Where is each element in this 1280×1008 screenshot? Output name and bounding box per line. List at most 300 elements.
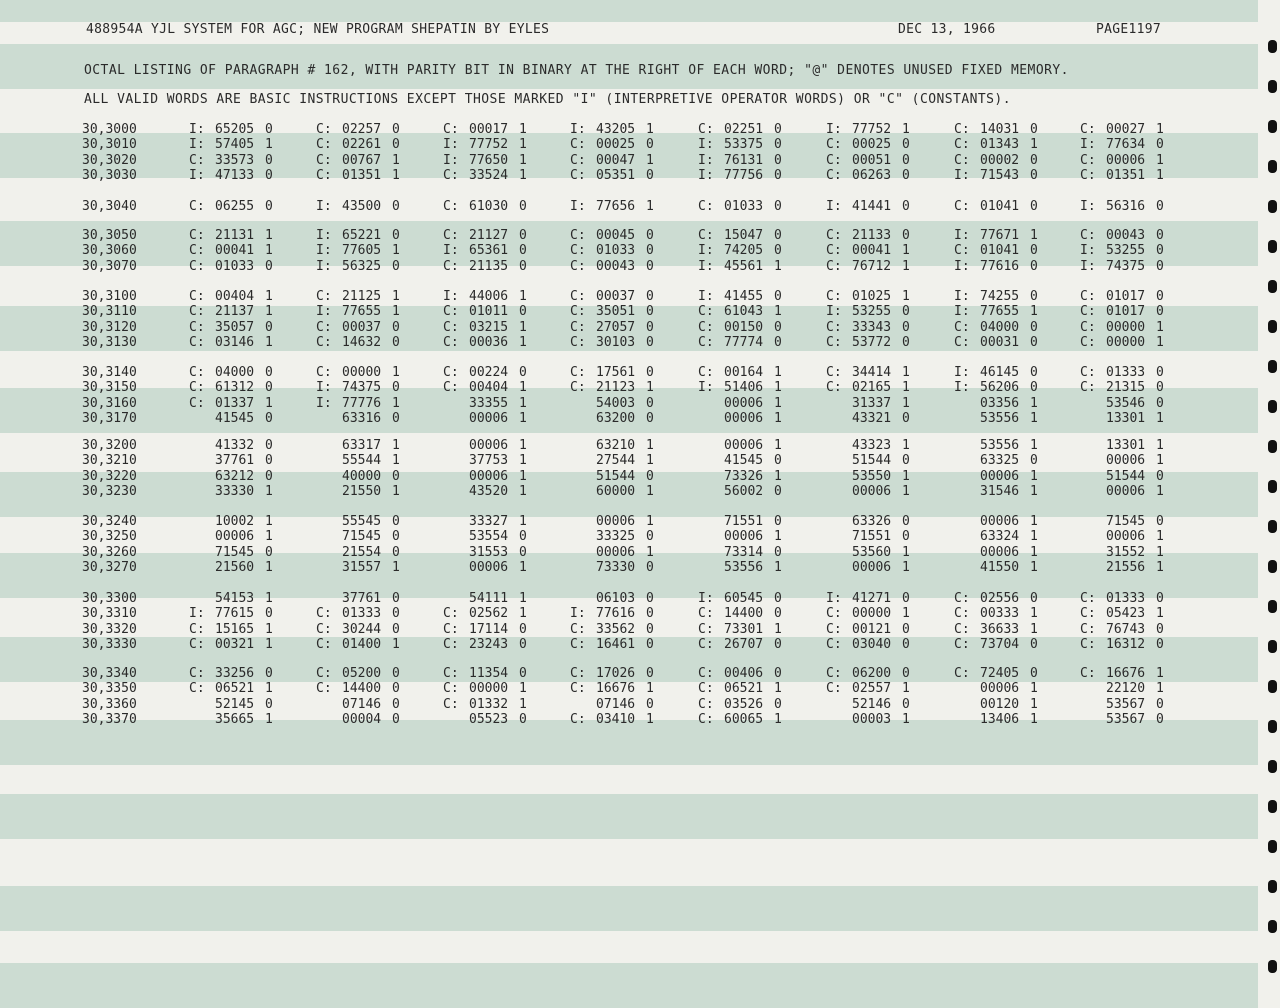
word-cell xyxy=(826,411,914,426)
word-value: 01025 xyxy=(852,289,892,304)
word-value: 71545 xyxy=(1106,514,1146,529)
parity-bit: 1 xyxy=(392,395,400,411)
listing-group xyxy=(82,289,1182,350)
word-cell xyxy=(316,514,404,529)
parity-bit: 1 xyxy=(774,711,782,727)
word-type: C: xyxy=(826,137,842,153)
feed-hole xyxy=(1268,800,1277,813)
word-value: 54153 xyxy=(215,591,255,606)
word-cell xyxy=(316,380,404,395)
word-cell xyxy=(316,199,404,214)
word-value: 51544 xyxy=(596,468,636,484)
word-cell xyxy=(570,228,658,243)
word-cell xyxy=(189,591,277,606)
parity-bit: 1 xyxy=(392,152,400,168)
word-cell xyxy=(316,168,404,183)
word-value: 00006 xyxy=(596,514,636,529)
parity-bit: 1 xyxy=(1156,681,1164,697)
parity-bit: 0 xyxy=(1030,319,1038,335)
word-cell xyxy=(954,622,1042,637)
word-cell xyxy=(698,591,786,606)
word-value: 01351 xyxy=(1106,167,1146,183)
word-value: 71545 xyxy=(215,544,255,560)
parity-bit: 0 xyxy=(774,243,782,259)
parity-bit: 0 xyxy=(265,544,273,560)
parity-bit: 1 xyxy=(265,681,273,697)
word-type: I: xyxy=(1080,243,1096,259)
word-cell xyxy=(698,228,786,243)
word-value: 45561 xyxy=(724,258,764,274)
parity-bit: 1 xyxy=(519,438,527,453)
word-cell xyxy=(698,259,786,274)
word-type: C: xyxy=(443,380,459,396)
word-cell xyxy=(316,666,404,681)
word-value: 74255 xyxy=(980,289,1020,304)
parity-bit: 0 xyxy=(902,696,910,712)
word-value: 00006 xyxy=(980,544,1020,560)
word-value: 53546 xyxy=(1106,395,1146,411)
word-cell xyxy=(698,438,786,453)
word-cell xyxy=(570,529,658,544)
word-value: 15047 xyxy=(724,228,764,243)
parity-bit: 1 xyxy=(646,681,654,697)
word-value: 31557 xyxy=(342,559,382,575)
word-type: C: xyxy=(698,122,714,137)
word-value: 71545 xyxy=(342,529,382,545)
word-value: 27057 xyxy=(596,319,636,335)
word-type: C: xyxy=(698,319,714,335)
word-cell xyxy=(954,606,1042,621)
listing-row xyxy=(82,591,1182,606)
word-value: 06255 xyxy=(215,199,255,214)
word-value: 71551 xyxy=(724,514,764,529)
parity-bit: 0 xyxy=(1156,199,1164,214)
word-cell xyxy=(826,560,914,575)
word-cell xyxy=(698,545,786,560)
word-value: 43205 xyxy=(596,122,636,137)
parity-bit: 0 xyxy=(392,544,400,560)
parity-bit: 1 xyxy=(1156,453,1164,469)
word-cell xyxy=(826,484,914,499)
word-value: 21556 xyxy=(1106,559,1146,575)
parity-bit: 0 xyxy=(1156,636,1164,652)
word-cell xyxy=(1080,469,1168,484)
parity-bit: 0 xyxy=(265,410,273,426)
parity-bit: 1 xyxy=(265,289,273,304)
word-value: 05200 xyxy=(342,666,382,681)
parity-bit: 1 xyxy=(519,468,527,484)
word-type: I: xyxy=(189,167,205,183)
word-value: 53567 xyxy=(1106,711,1146,727)
parity-bit: 1 xyxy=(392,167,400,183)
word-cell xyxy=(954,681,1042,696)
parity-bit: 1 xyxy=(1030,711,1038,727)
word-value: 07146 xyxy=(596,696,636,712)
word-type: C: xyxy=(189,258,205,274)
parity-bit: 0 xyxy=(1156,365,1164,380)
word-cell xyxy=(189,365,277,380)
word-cell xyxy=(826,469,914,484)
word-value: 52146 xyxy=(852,696,892,712)
parity-bit: 0 xyxy=(265,365,273,380)
word-value: 77605 xyxy=(342,243,382,259)
parity-bit: 0 xyxy=(902,199,910,214)
word-value: 21315 xyxy=(1106,380,1146,396)
word-cell xyxy=(316,529,404,544)
parity-bit: 0 xyxy=(646,591,654,606)
parity-bit: 0 xyxy=(392,591,400,606)
word-type: C: xyxy=(826,228,842,243)
word-cell xyxy=(189,122,277,137)
word-type: C: xyxy=(1080,636,1096,652)
word-value: 63326 xyxy=(852,514,892,529)
word-value: 41271 xyxy=(852,591,892,606)
word-value: 01033 xyxy=(724,199,764,214)
parity-bit: 1 xyxy=(1030,544,1038,560)
listing-row xyxy=(82,153,1182,168)
word-value: 00006 xyxy=(980,681,1020,697)
row-address: 30,3120 xyxy=(82,319,137,335)
word-cell xyxy=(316,122,404,137)
parity-bit: 0 xyxy=(646,304,654,320)
parity-bit: 1 xyxy=(265,591,273,606)
word-cell xyxy=(570,153,658,168)
word-type: C: xyxy=(698,304,714,320)
word-value: 13406 xyxy=(980,711,1020,727)
parity-bit: 0 xyxy=(1030,453,1038,469)
parity-bit: 0 xyxy=(1030,122,1038,137)
parity-bit: 1 xyxy=(265,395,273,411)
word-cell xyxy=(189,380,277,395)
word-cell xyxy=(954,396,1042,411)
word-type: C: xyxy=(698,199,714,214)
parity-bit: 0 xyxy=(519,666,527,681)
word-type: C: xyxy=(189,289,205,304)
parity-bit: 0 xyxy=(1030,243,1038,259)
word-value: 11354 xyxy=(469,666,509,681)
listing-row xyxy=(82,438,1182,453)
word-cell xyxy=(698,168,786,183)
word-cell xyxy=(443,243,531,258)
parity-bit: 0 xyxy=(519,228,527,243)
parity-bit: 0 xyxy=(1030,199,1038,214)
listing-row xyxy=(82,712,1182,727)
word-type: I: xyxy=(954,228,970,243)
word-cell xyxy=(826,545,914,560)
word-cell xyxy=(954,453,1042,468)
word-value: 00006 xyxy=(852,483,892,499)
word-cell xyxy=(698,469,786,484)
word-cell xyxy=(570,606,658,621)
word-value: 00006 xyxy=(1106,483,1146,499)
listing-group xyxy=(82,365,1182,426)
word-cell xyxy=(316,228,404,243)
word-value: 44006 xyxy=(469,289,509,304)
word-type: C: xyxy=(316,636,332,652)
parity-bit: 0 xyxy=(902,410,910,426)
word-type: C: xyxy=(954,319,970,335)
word-value: 00006 xyxy=(852,559,892,575)
feed-hole xyxy=(1268,720,1277,733)
parity-bit: 1 xyxy=(774,365,782,380)
parity-bit: 0 xyxy=(902,167,910,183)
parity-bit: 0 xyxy=(519,636,527,652)
parity-bit: 1 xyxy=(519,606,527,622)
word-type: C: xyxy=(443,199,459,214)
word-type: C: xyxy=(189,243,205,259)
row-address: 30,3160 xyxy=(82,395,137,411)
word-type: I: xyxy=(443,137,459,153)
parity-bit: 0 xyxy=(902,636,910,652)
word-value: 05351 xyxy=(596,167,636,183)
row-address: 30,3320 xyxy=(82,621,137,637)
word-cell xyxy=(316,335,404,350)
parity-bit: 0 xyxy=(902,529,910,545)
parity-bit: 0 xyxy=(265,438,273,453)
word-cell xyxy=(826,199,914,214)
parity-bit: 1 xyxy=(1156,483,1164,499)
word-cell xyxy=(954,153,1042,168)
word-value: 03356 xyxy=(980,395,1020,411)
parity-bit: 1 xyxy=(392,483,400,499)
word-cell xyxy=(189,438,277,453)
parity-bit: 1 xyxy=(519,122,527,137)
word-value: 51406 xyxy=(724,380,764,396)
parity-bit: 0 xyxy=(646,468,654,484)
word-value: 00333 xyxy=(980,606,1020,622)
word-cell xyxy=(826,712,914,727)
word-type: I: xyxy=(1080,137,1096,153)
page-header xyxy=(86,22,1176,42)
word-type: C: xyxy=(189,365,205,380)
parity-bit: 0 xyxy=(392,711,400,727)
parity-bit: 1 xyxy=(646,152,654,168)
listing-row xyxy=(82,484,1182,499)
word-value: 21550 xyxy=(342,483,382,499)
parity-bit: 0 xyxy=(1156,395,1164,411)
word-cell xyxy=(570,335,658,350)
row-address: 30,3240 xyxy=(82,514,137,529)
word-value: 77776 xyxy=(342,395,382,411)
word-value: 60545 xyxy=(724,591,764,606)
word-type: C: xyxy=(1080,122,1096,137)
word-cell xyxy=(1080,320,1168,335)
word-cell xyxy=(954,289,1042,304)
feed-hole xyxy=(1268,680,1277,693)
parity-bit: 0 xyxy=(392,319,400,335)
word-cell xyxy=(1080,484,1168,499)
word-cell xyxy=(698,666,786,681)
word-value: 37753 xyxy=(469,453,509,469)
listing-row xyxy=(82,622,1182,637)
word-cell xyxy=(570,411,658,426)
parity-bit: 0 xyxy=(519,529,527,545)
word-cell xyxy=(826,396,914,411)
word-cell xyxy=(1080,122,1168,137)
row-address: 30,3110 xyxy=(82,304,137,320)
word-type: C: xyxy=(826,380,842,396)
word-type: I: xyxy=(443,289,459,304)
word-cell xyxy=(698,289,786,304)
row-address: 30,3000 xyxy=(82,122,137,137)
word-value: 77650 xyxy=(469,152,509,168)
feed-hole xyxy=(1268,920,1277,933)
word-cell xyxy=(954,438,1042,453)
word-cell xyxy=(570,396,658,411)
parity-bit: 0 xyxy=(646,410,654,426)
parity-bit: 1 xyxy=(1156,666,1164,681)
word-cell xyxy=(1080,259,1168,274)
word-value: 63210 xyxy=(596,438,636,453)
word-type: C: xyxy=(570,304,586,320)
word-value: 60000 xyxy=(596,483,636,499)
word-cell xyxy=(316,637,404,652)
listing-row xyxy=(82,560,1182,575)
word-cell xyxy=(189,697,277,712)
parity-bit: 1 xyxy=(1156,544,1164,560)
word-cell xyxy=(316,697,404,712)
parity-bit: 1 xyxy=(646,438,654,453)
word-cell xyxy=(189,289,277,304)
word-cell xyxy=(570,637,658,652)
word-cell xyxy=(189,168,277,183)
parity-bit: 1 xyxy=(392,289,400,304)
word-value: 00041 xyxy=(215,243,255,259)
word-cell xyxy=(316,484,404,499)
parity-bit: 0 xyxy=(1156,711,1164,727)
row-address: 30,3360 xyxy=(82,696,137,712)
tractor-feed-holes xyxy=(1258,0,1280,977)
parity-bit: 0 xyxy=(392,621,400,637)
word-cell xyxy=(570,380,658,395)
feed-hole xyxy=(1268,560,1277,573)
parity-bit: 1 xyxy=(519,380,527,396)
word-cell xyxy=(826,622,914,637)
word-type: C: xyxy=(443,258,459,274)
word-type: C: xyxy=(570,636,586,652)
word-value: 01033 xyxy=(596,243,636,259)
word-value: 02562 xyxy=(469,606,509,622)
word-value: 35051 xyxy=(596,304,636,320)
word-cell xyxy=(826,122,914,137)
parity-bit: 0 xyxy=(1030,666,1038,681)
parity-bit: 0 xyxy=(519,258,527,274)
parity-bit: 1 xyxy=(902,243,910,259)
word-type: I: xyxy=(443,243,459,259)
word-value: 00404 xyxy=(469,380,509,396)
word-type: I: xyxy=(316,304,332,320)
word-cell xyxy=(443,320,531,335)
word-cell xyxy=(570,199,658,214)
word-cell xyxy=(189,453,277,468)
word-value: 47133 xyxy=(215,167,255,183)
word-cell xyxy=(316,545,404,560)
parity-bit: 0 xyxy=(774,289,782,304)
word-type: I: xyxy=(570,199,586,214)
word-value: 36633 xyxy=(980,621,1020,637)
word-value: 53556 xyxy=(980,410,1020,426)
word-value: 33327 xyxy=(469,514,509,529)
word-value: 01337 xyxy=(215,395,255,411)
word-cell xyxy=(1080,199,1168,214)
word-cell xyxy=(443,606,531,621)
word-value: 76712 xyxy=(852,258,892,274)
word-value: 51544 xyxy=(852,453,892,469)
word-value: 01333 xyxy=(1106,365,1146,380)
parity-bit: 1 xyxy=(519,483,527,499)
word-cell xyxy=(443,560,531,575)
listing-date: DEC 13, 1966 xyxy=(898,22,996,37)
word-type: C: xyxy=(443,636,459,652)
parity-bit: 0 xyxy=(1030,380,1038,396)
word-cell xyxy=(954,514,1042,529)
word-cell xyxy=(189,622,277,637)
word-value: 53556 xyxy=(724,559,764,575)
word-value: 02557 xyxy=(852,681,892,697)
word-cell xyxy=(698,199,786,214)
word-cell xyxy=(443,396,531,411)
parity-bit: 1 xyxy=(902,606,910,622)
parity-bit: 0 xyxy=(519,199,527,214)
word-type: I: xyxy=(826,199,842,214)
feed-hole xyxy=(1268,880,1277,893)
parity-bit: 1 xyxy=(519,137,527,153)
feed-hole xyxy=(1268,160,1277,173)
word-cell xyxy=(1080,335,1168,350)
word-value: 00120 xyxy=(980,696,1020,712)
parity-bit: 0 xyxy=(646,559,654,575)
word-value: 03215 xyxy=(469,319,509,335)
word-value: 06103 xyxy=(596,591,636,606)
word-type: C: xyxy=(698,711,714,727)
word-cell xyxy=(443,469,531,484)
word-value: 33325 xyxy=(596,529,636,545)
word-type: C: xyxy=(698,365,714,380)
word-cell xyxy=(189,243,277,258)
word-value: 00004 xyxy=(342,711,382,727)
row-address: 30,3350 xyxy=(82,681,137,697)
parity-bit: 0 xyxy=(774,696,782,712)
word-value: 54111 xyxy=(469,591,509,606)
parity-bit: 0 xyxy=(1156,468,1164,484)
word-type: I: xyxy=(698,289,714,304)
word-type: C: xyxy=(316,621,332,637)
word-type: C: xyxy=(826,365,842,380)
word-value: 53560 xyxy=(852,544,892,560)
word-cell xyxy=(443,681,531,696)
word-cell xyxy=(443,289,531,304)
word-value: 74375 xyxy=(1106,258,1146,274)
word-cell xyxy=(189,396,277,411)
word-value: 22120 xyxy=(1106,681,1146,697)
word-value: 00037 xyxy=(342,319,382,335)
parity-bit: 1 xyxy=(902,380,910,396)
word-value: 02165 xyxy=(852,380,892,396)
parity-bit: 1 xyxy=(646,483,654,499)
word-type: C: xyxy=(570,228,586,243)
listing-row xyxy=(82,304,1182,319)
parity-bit: 0 xyxy=(774,199,782,214)
word-cell xyxy=(443,666,531,681)
word-value: 63200 xyxy=(596,410,636,426)
parity-bit: 1 xyxy=(1156,152,1164,168)
word-cell xyxy=(1080,228,1168,243)
word-value: 41441 xyxy=(852,199,892,214)
word-value: 14031 xyxy=(980,122,1020,137)
word-type: I: xyxy=(826,591,842,606)
parity-bit: 0 xyxy=(392,514,400,529)
word-cell xyxy=(954,335,1042,350)
